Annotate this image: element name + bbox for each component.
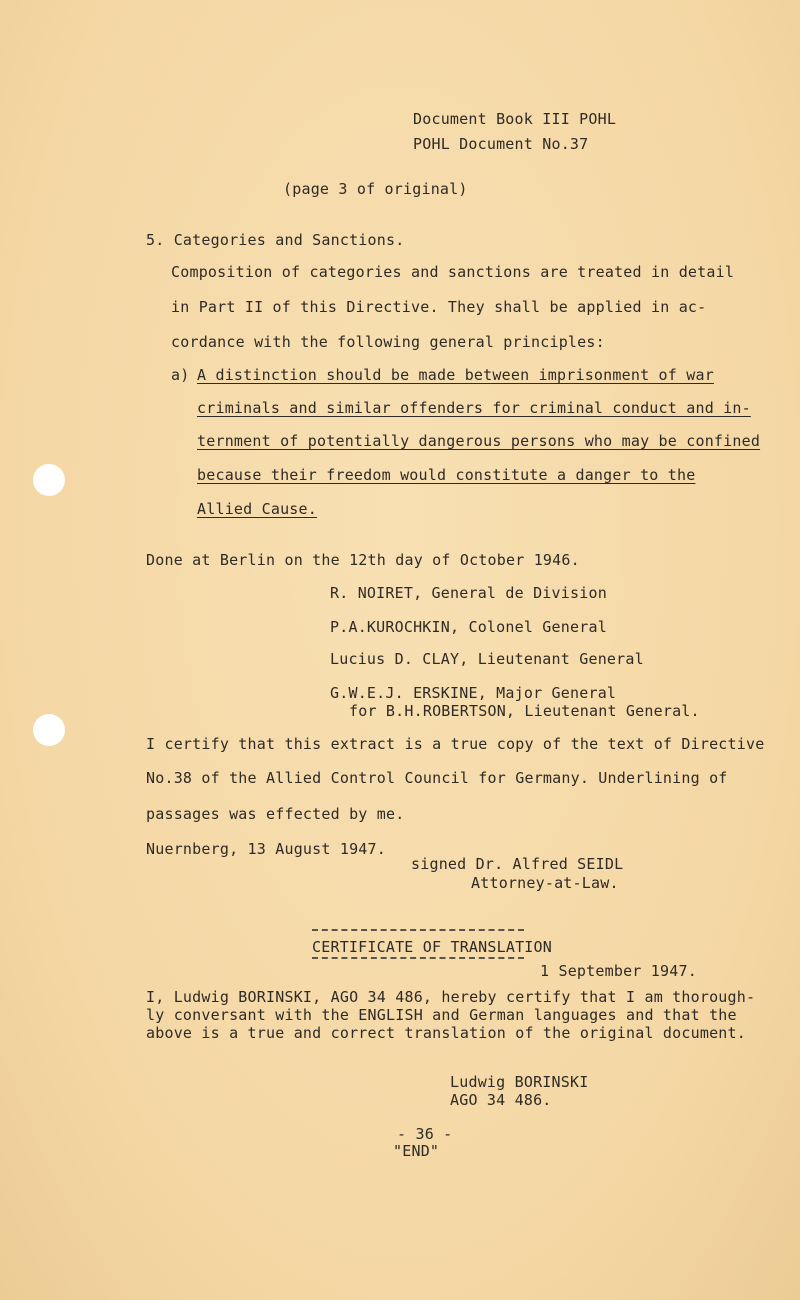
done-at-line: Done at Berlin on the 12th day of October 1946. — [146, 551, 580, 569]
certify-line: passages was effected by me. — [146, 805, 405, 823]
certificate-line: ly conversant with the ENGLISH and German languages and that the — [146, 1006, 737, 1024]
underlined-line: Allied Cause. — [197, 500, 317, 518]
underlined-line: ternment of potentially dangerous persons who may be confined — [197, 432, 761, 450]
translator-name: Ludwig BORINSKI — [450, 1073, 589, 1091]
document-number-line: POHL Document No.37 — [413, 135, 589, 153]
certificate-title: CERTIFICATE OF TRANSLATION — [312, 938, 552, 956]
paragraph-line: in Part II of this Directive. They shall be applied in ac- — [171, 298, 707, 316]
signature-name: signed Dr. Alfred SEIDL — [411, 855, 624, 873]
signatory: G.W.E.J. ERSKINE, Major General — [330, 684, 617, 702]
signatory: for B.H.ROBERTSON, Lieutenant General. — [349, 702, 700, 720]
signatory: Lucius D. CLAY, Lieutenant General — [330, 650, 644, 668]
place-date: Nuernberg, 13 August 1947. — [146, 840, 386, 858]
item-label: a) — [171, 366, 190, 384]
underlined-line: A distinction should be made between imprisonment of war — [197, 366, 714, 384]
certificate-line: above is a true and correct translation of the original document. — [146, 1024, 746, 1042]
punch-hole — [33, 714, 65, 746]
section-heading: 5. Categories and Sanctions. — [146, 231, 405, 249]
certificate-line: I, Ludwig BORINSKI, AGO 34 486, hereby certify that I am thorough- — [146, 988, 756, 1006]
certify-line: No.38 of the Allied Control Council for Germany. Underlining of — [146, 769, 728, 787]
page-number: - 36 - — [397, 1125, 453, 1143]
page-note: (page 3 of original) — [283, 180, 468, 198]
translator-ago: AGO 34 486. — [450, 1091, 552, 1109]
signatory: P.A.KUROCHKIN, Colonel General — [330, 618, 607, 636]
divider-rule — [312, 929, 524, 931]
paragraph-line: Composition of categories and sanctions are treated in detail — [171, 263, 735, 281]
end-mark: "END" — [393, 1142, 440, 1160]
underlined-line: because their freedom would constitute a danger to the — [197, 466, 696, 484]
document-book-line: Document Book III POHL — [413, 110, 617, 128]
signature-title: Attorney-at-Law. — [471, 874, 619, 892]
certify-line: I certify that this extract is a true copy of the text of Directive — [146, 735, 765, 753]
signatory: R. NOIRET, General de Division — [330, 584, 607, 602]
divider-rule — [312, 957, 524, 959]
underlined-line: criminals and similar offenders for criminal conduct and in- — [197, 399, 751, 417]
paragraph-line: cordance with the following general principles: — [171, 333, 605, 351]
punch-hole — [33, 464, 65, 496]
certificate-date: 1 September 1947. — [540, 962, 697, 980]
